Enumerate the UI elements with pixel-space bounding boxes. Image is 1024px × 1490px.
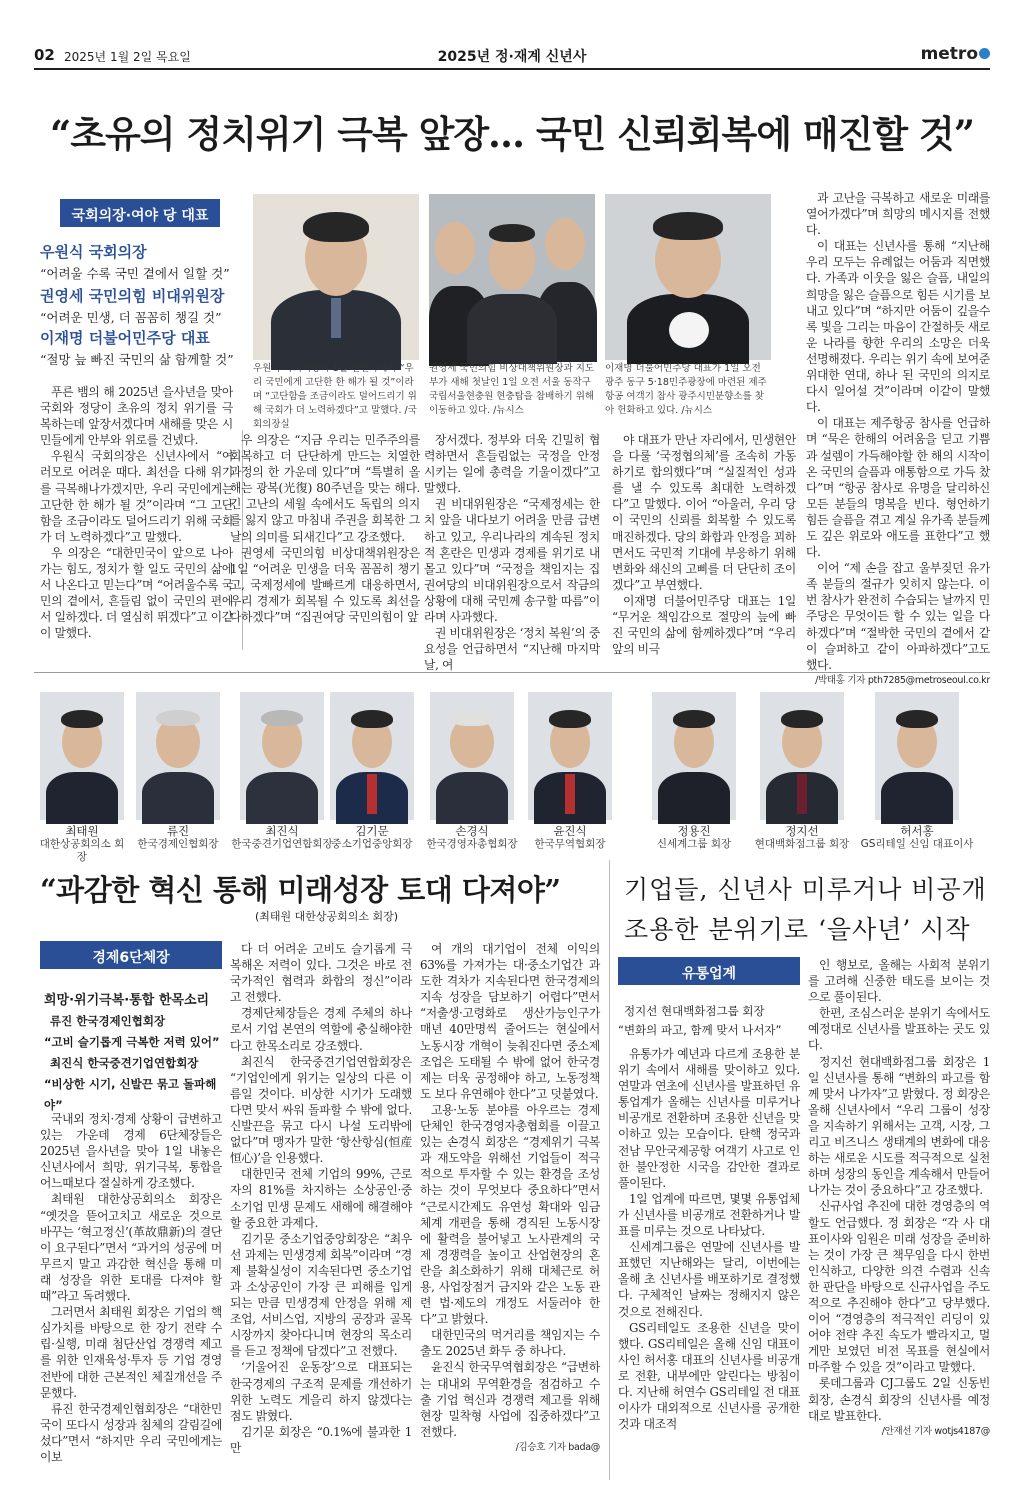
reporter-signature: /안재선 기자 wotjs4187@ — [881, 1425, 990, 1437]
politics-column-3: 장서겠다. 정부와 더욱 긴밀히 협력하면서 흔들림없는 국정을 안정시키는 일에 총력을 기울이겠다”고 말했다. 권 비대위원장은 “국제정세는 한 치 앞을 내다보기 어려울 만큼 급변하고 있고, 우리나라의 계속된 정치적 혼란은 민생과 경제를 위기로 내몰고 있다”며 “국정을 책임지는 집권여당의 비대위원장으로서 작금의 상황에 대해 국민께 송구할 따름”이라며 사과했다. 권 비대위원장은 ‘정치 복원’의 중요성을 언급하면서 “지난해 마지막 날, 여 — [424, 433, 600, 673]
economy-headline: “과감한 혁신 통해 미래성장 토대 다져야” — [40, 873, 561, 907]
exec-name: 손경식 — [455, 824, 489, 838]
exec-profile — [520, 692, 620, 851]
exec-profile — [132, 692, 224, 851]
issue-date: 2025년 1월 2일 목요일 — [64, 50, 191, 64]
politics-column-2: 우 의장은 “지금 우리는 민주주의를 회복하고 더 단단하게 만드는 치열한 과정의 한 가운데 있다”며 “특별히 올해는 광복(光復) 80주년을 맞는 해다. 긴 고난의 세월 속에서도 독립의 의지를 잃지 않고 마침내 주권을 회복한 그날의 의미를 되새긴다”고 강조했다. 권영세 국민의힘 비상대책위원장은 1일 “어려운 민생을 더욱 꼼꼼히 챙기고, 국제정세에 발빠르게 대응하면서, 우리 경제가 회복될 수 있도록 최선을 다하겠다”며 “집권여당 국민의힘이 앞 — [230, 433, 420, 625]
exec-name: 윤진식 — [553, 824, 587, 838]
retail-headline: 기업들, 신년사 미루거나 비공개 조용한 분위기로 ‘을사년’ 시작 — [624, 875, 987, 944]
page-header — [34, 40, 990, 70]
section-tag-retail: 유통업계 — [618, 957, 800, 985]
main-headline: “초유의 정치위기 극복 앞장… 국민 신뢰회복에 매진할 것” — [49, 112, 975, 156]
exec-profile — [640, 692, 748, 851]
section-rule — [34, 672, 990, 673]
exec-role: 한국중견기업연합회장 — [231, 838, 333, 850]
exec-profile — [228, 692, 336, 851]
photo-woo — [253, 194, 419, 360]
exec-role: GS리테일 신임 대표이사 — [860, 838, 974, 850]
economy-byline: (최태원 대한상공회의소 회장) — [255, 910, 399, 923]
person-quote: “어려운 민생, 더 꼼꼼히 챙길 것” — [40, 310, 222, 325]
photo-caption: 이재명 더불어민주당 대표가 1일 오전 광주 동구 5·18민주광장에 마련된 제주항공 여객기 참사 광주시민분향소를 찾아 헌화하고 있다. /뉴시스 — [605, 363, 767, 416]
person-quote: “어려울 수록 국민 곁에서 일할 것” — [40, 266, 230, 281]
politics-column-4: 야 대표가 만난 자리에서, 민생현안을 다룰 ‘국정협의체’를 조속히 가동하기로 합의했다”며 “실질적인 성과를 낼 수 있도록 최대한 노력하겠다”고 말했다. 이어 “아울러, 우리 당이 국민의 신뢰를 회복할 수 있도록 매진하겠다. 당의 화합과 안정을 꾀하면서도 국민적 기대에 부응하기 위해 변화와 쇄신의 고삐를 더 단단히 조이겠다”고 부연했다. 이재명 더불어민주당 대표는 1일 “무거운 책임감으로 절망의 늪에 빠진 국민의 삶에 함께하겠다”며 “우리 앞의 비극 — [612, 433, 796, 657]
exec-photo — [240, 692, 324, 820]
exec-photo — [430, 692, 514, 820]
exec-photo — [136, 692, 220, 820]
economy-column-1: 국내외 정치·경제 상황이 급변하고 있는 가운데 경제 6단체장들은 2025년 을사년을 맞아 1일 내놓은 신년사에서 희망, 위기극복, 통합을 어느때보다 절실하게 강조했다. 최태원 대한상공회의소 회장은 “옛것을 뜯어고치고 새로운 것으로 바꾸는 ‘혁고정신’(革故鼎新)의 결단이 요구된다”면서 “과거의 성공에 머무르지 말고 과감한 혁신을 통해 미래 성장을 위한 토대를 다져야 할 때”라고 독려했다. 그러면서 최태원 회장은 기업의 핵심가치를 바탕으로 한 장기 전략 수립·실행, 미래 첨단산업 경쟁력 제고를 위한 인재육성·투자 등 기업 경영 전반에 대한 근본적인 체질개선을 주문했다. 류진 한국경제인협회장은 “대한민국이 또다시 성장과 침체의 갈림길에 섰다”면서 “하지만 우리 국민에게는 이보 — [40, 1112, 222, 1464]
exec-profile — [326, 692, 418, 851]
exec-name: 김기문 — [355, 824, 389, 838]
exec-role: 한국무역협회장 — [534, 838, 606, 850]
section-tag-politics: 국회의장·여야 당 대표 — [60, 199, 220, 227]
section-title: 2025년 정·재계 신년사 — [437, 49, 587, 65]
exec-photo — [652, 692, 736, 820]
exec-role: 중소기업중앙회장 — [331, 838, 413, 850]
exec-profile — [856, 692, 978, 851]
photo-kwon — [429, 194, 595, 360]
photo-caption: 우원식 국회의장이 1일 신년사에서 “우리 국민에게 고단한 한 해가 될 것”이라며 “고단함을 조금이라도 덜어드리기 위해 국회가 더 노력하겠다”고 말했다. /국회의장실 — [253, 363, 417, 430]
photo-caption: 권영세 국민의힘 비상대책위원장과 지도부가 새해 첫날인 1일 오전 서울 동작구 국립서울현충원 현충탑을 참배하기 위해 이동하고 있다. /뉴시스 — [429, 363, 595, 416]
retail-subheading: “변화의 파고, 함께 맞서 나서자” — [618, 1023, 782, 1037]
exec-role: 한국경제인협회장 — [137, 838, 219, 850]
person-name: 우원식 국회의장 — [40, 243, 147, 261]
politics-column-5: 과 고난을 극복하고 새로운 미래를 열어가겠다”며 희망의 메시지를 전했다. 이 대표는 신년사를 통해 “지난해 우리 모두는 유례없는 어둠과 직면했다. 가족과 이웃을 잃은 슬픔, 내일의 희망을 잃은 슬픔으로 힘든 시기를 보내고 있다”며 “하지만 어둠이 깊을수록 빛을 그리는 마음이 간절하듯 새로운 나라를 향한 우리의 소망은 더욱 선명해졌다. 우리는 위기 속에 보여준 위대한 연대, 하나 된 국민의 의지로 다시 일어설 것”이라며 이같이 말했다. 이 대표는 제주항공 참사를 언급하며 “묵은 한해의 어려움을 딛고 기쁨과 설렘이 가득해야할 한 해의 시작이 온 국민의 슬픔과 애통함으로 가득 찼다”며 “항공 참사로 유명을 달리하신 모든 분들의 명복을 빈다. 형언하기 힘든 슬픔을 겪고 계실 유가족 분들께도 깊은 위로와 애도를 표한다”고 했다. 이어 “제 손을 잡고 울부짖던 유가족 분들의 절규가 잊히지 않는다. 이번 참사가 완전히 수습되는 날까지 민주당은 무엇이든 할 수 있는 일을 다 하겠다”며 “절박한 국민의 곁에서 같이 슬퍼하고 같이 아파하겠다”고도 했다. /박태홍 기자 pth7285@metroseoul.co.kr — [806, 190, 990, 668]
retail-column-1: 유통가가 예년과 다르게 조용한 분위기 속에서 새해를 맞이하고 있다. 연말과 연초에 신년사를 발표하던 유통업계가 올해는 신년사를 미루거나 비공개로 전환하며 조용한 신년을 맞이하고 있는 모습이다. 탄핵 정국과 전남 무안국제공항 여객기 사고로 인한 불안정한 시국을 감안한 결과로 풀이된다. 1일 업계에 따르면, 몇몇 유통업체가 신년사를 비공개로 전환하거나 발표를 미루는 것으로 나타났다. 신세계그룹은 연말에 신년사를 발표했던 지난해와는 달리, 이번에는 올해 초 신년사를 배포하기로 결정했다. 구체적인 날짜는 정해지지 않은 것으로 전해진다. GS리테일도 조용한 신년을 맞이했다. GS리테일은 올해 신임 대표이사인 허서홍 대표의 신년사를 비공개로 전환, 내부에만 알린다는 방침이다. 지난해 허연수 GS리테일 전 대표이사가 대외적으로 신년사를 공개한 것과 대조적 — [618, 1047, 800, 1432]
retail-subheading: 정지선 현대백화점그룹 회장 — [624, 1004, 765, 1018]
page-number: 02 — [34, 46, 55, 64]
exec-name: 최태원 — [65, 824, 99, 838]
politics-column-1: 푸른 뱀의 해 2025년 을사년을 맞아 국회와 정당이 초유의 정치 위기를 극복하는데 앞장서겠다며 새해를 맞은 시민들에게 안부와 위로를 건넸다. 우원식 국회의장은 신년사에서 “여러모로 어려운 때다. 최선을 다해 위기를 극복해나가겠지만, 우리 국민에게는 고단한 한 해가 될 것”이라며 “그 고단함을 조금이라도 덜어드리기 위해 국회가 더 노력하겠다”고 말했다. 우 의장은 “대한민국이 앞으로 나아가는 힘도, 정치가 할 일도 국민의 삶에서 나온다고 믿는다”며 “어려울수록 국민의 곁에서, 흔들림 없이 국민의 편에서 일하겠다. 더 열심히 뛰겠다”고 이같이 말했다. — [40, 385, 233, 641]
reporter-signature: /박태홍 기자 pth7285@metroseoul.co.kr — [815, 674, 990, 686]
exec-photo — [40, 692, 124, 820]
exec-name: 정용진 — [677, 824, 711, 838]
exec-photo — [760, 692, 844, 820]
section-tag-economy: 경제6단체장 — [40, 941, 222, 969]
photo-lee — [605, 194, 771, 360]
column-divider — [609, 860, 610, 1480]
exec-profile — [748, 692, 856, 851]
retail-column-2: 인 행보로, 올해는 사회적 분위기를 고려해 신중한 태도를 보이는 것으로 풀이된다. 한편, 조심스러운 분위기 속에서도 예정대로 신년사를 발표하는 곳도 있다. 정지선 현대백화점그룹 회장은 1일 신년사를 통해 “변화의 파고를 함께 맞서 나가자”고 밝혔다. 정 회장은 올해 신년사에서 “우리 그룹이 성장을 지속하기 위해서는 고객, 시장, 그리고 비즈니스 생태계의 변화에 대응하는 새로운 시도를 적극적으로 실천하며 성장의 동인을 계속해서 만들어 나가는 것이 중요하다”고 강조했다. 신규사업 추진에 대한 경영층의 역할도 언급했다. 정 회장은 “각 사 대표이사와 임원은 미래 성장을 준비하는 것이 가장 큰 책무임을 다시 한번 인식하고, 다양한 의견 수렴과 신속한 판단을 바탕으로 신규사업을 주도적으로 추진해야 한다”고 당부했다. 이어 “경영층의 적극적인 리딩이 있어야 전략 추진 속도가 빨라지고, 멀게만 보였던 비전 목표를 현실에서 마주할 수 있을 것”이라고 말했다. 롯데그룹과 CJ그룹도 2일 신동빈 회장, 손경식 회장의 신년사를 예정대로 발표한다. /안재선 기자 wotjs4187@ — [808, 957, 990, 1481]
exec-photo — [875, 692, 959, 820]
exec-role: 신세계그룹 회장 — [656, 838, 732, 850]
economy-subheading: 희망·위기극복·통합 한목소리 — [44, 993, 210, 1008]
exec-photo — [528, 692, 612, 820]
exec-profile — [418, 692, 526, 851]
exec-name: 정지선 — [785, 824, 819, 838]
logo-dot-icon — [979, 48, 990, 59]
person-name: 권영세 국민의힘 비대위원장 — [40, 287, 225, 305]
exec-role: 대한상공회의소 회장 — [39, 838, 125, 863]
metro-logo: metro — [921, 44, 990, 64]
exec-name: 류진 — [166, 824, 190, 838]
exec-name: 최진식 — [265, 824, 299, 838]
exec-role: 한국경영자총협회장 — [426, 838, 518, 850]
economy-pullquotes: 류진 한국경제인협회장 “고비 슬기롭게 극복한 저력 있어” 최진식 한국중견기업연합회장 “비상한 시기, 신발끈 묶고 돌파해야” — [44, 1014, 220, 1112]
exec-name: 허서홍 — [900, 824, 934, 838]
economy-column-2: 다 더 어려운 고비도 슬기롭게 극복해온 저력이 있다. 그것은 바로 전 국가적인 협력과 화합의 정신”이라고 전했다. 경제단체장들은 경제 주체의 하나로서 기업 본연의 역할에 충실해야한다고 한목소리로 강조했다. 최진식 한국중견기업연합회장은 “기업인에게 위기는 일상의 다른 이름일 것이다. 비상한 시기가 도래했다면 맞서 싸워 돌파할 수 밖에 없다. 신발끈을 묶고 다시 나설 도리밖에 없다”며 맹자가 말한 ‘항산항심(恒産恒心)’을 인용했다. 대한민국 전체 기업의 99%, 근로자의 81%를 차지하는 소상공인·중소기업 민생 문제도 새해에 해결해야 할 중요한 과제다. 김기문 중소기업중앙회장은 “최우선 과제는 민생경제 회복”이라며 “경제 불확실성이 지속된다면 중소기업과 소상공인이 가장 큰 피해를 입게되는 만큼 민생경제 안정을 위해 제조업, 서비스업, 지방의 공장과 골목시장까지 찾아다니며 현장의 목소리를 듣고 정책에 담겠다”고 전했다. ‘기울어진 운동장’으로 대표되는 한국경제의 구조적 문제를 개선하기위한 노력도 게을리 하지 않겠다는 점도 밝혔다. 김기문 회장은 “0.1%에 불과한 1만 — [230, 942, 412, 1455]
person-quote: “절망 늪 빠진 국민의 삶 함께할 것” — [40, 352, 234, 367]
exec-role: 현대백화점그룹 회장 — [754, 838, 850, 850]
reporter-signature: /김승호 기자 bada@ — [515, 1441, 600, 1453]
exec-profile — [36, 692, 128, 864]
person-name: 이재명 더불어민주당 대표 — [40, 329, 210, 347]
exec-photo — [330, 692, 414, 820]
economy-column-3: 여 개의 대기업이 전체 이익의 63%를 가져가는 대·중소기업간 과도한 격차가 지속된다면 한국경제의 지속 성장을 담보하기 어렵다”면서 “저출생·고령화로 생산가능인구가 매년 40만명씩 줄어드는 현실에서 노동시장 개혁이 늦춰진다면 중소제조업은 도태될 수 밖에 없어 한국경제는 더욱 공정해야 하고, 노동정책도 보다 유연해야 한다”고 덧붙였다. 고용·노동 분야를 아우르는 경제단체인 한국경영자총협회를 이끌고 있는 손경식 회장은 “경제위기 극복과 재도약을 위해선 기업들이 적극적으로 투자할 수 있는 환경을 조성하는 것이 무엇보다 중요하다”면서 “근로시간제도 유연성 확대와 임금체계 개편을 통해 경직된 노동시장에 활력을 불어넣고 노사관계의 국제 경쟁력을 높이고 산업현장의 혼란을 최소화하기 위해 대체근로 허용, 사업장점거 금지와 같은 노동 관련 법·제도의 개정도 서둘러야 한다”고 밝혔다. 대한민국의 먹거리를 책임지는 수출도 2025년 화두 중 하나다. 윤진식 한국무역협회장은 “급변하는 대내외 무역환경을 점검하고 수출 기업 혁신과 경쟁력 제고를 위해 현장 밀착형 사업에 집중하겠다”고 전했다. /김승호 기자 bada@ — [420, 941, 600, 1481]
